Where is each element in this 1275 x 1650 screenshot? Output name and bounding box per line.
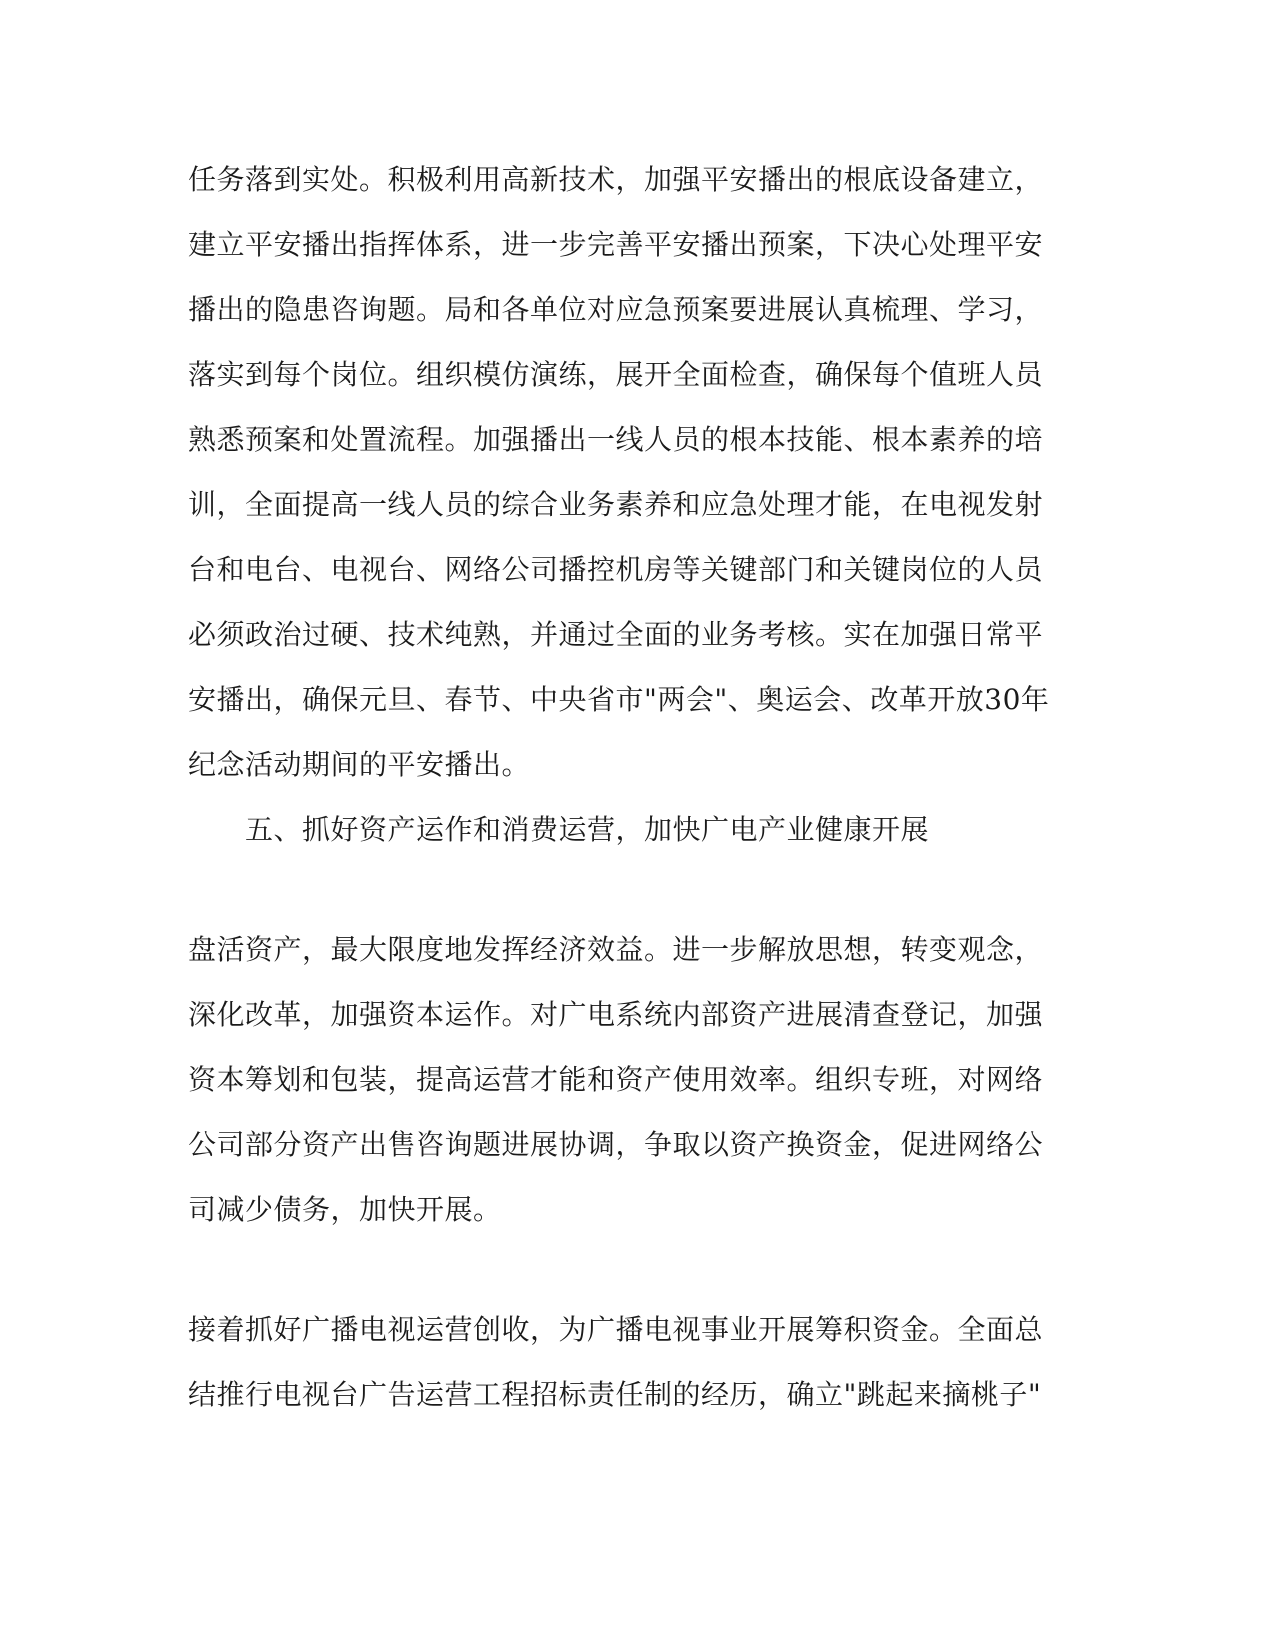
paragraph-2-line-4: 公司部分资产出售咨询题进展协调，争取以资产换资金，促进网络公 <box>188 1128 1044 1161</box>
section-heading: 五、抓好资产运作和消费运营，加快广电产业健康开展 <box>245 813 930 846</box>
paragraph-1-line-6: 训，全面提高一线人员的综合业务素养和应急处理才能，在电视发射 <box>188 488 1044 521</box>
paragraph-1-line-9: 安播出，确保元旦、春节、中央省市"两会"、奥运会、改革开放30年 <box>188 683 1050 716</box>
paragraph-1-line-10: 纪念活动期间的平安播出。 <box>188 748 531 781</box>
paragraph-1-line-4: 落实到每个岗位。组织模仿演练，展开全面检查，确保每个值班人员 <box>188 358 1044 391</box>
paragraph-3-line-1: 接着抓好广播电视运营创收，为广播电视事业开展筹积资金。全面总 <box>188 1313 1044 1346</box>
paragraph-1-line-2: 建立平安播出指挥体系，进一步完善平安播出预案，下决心处理平安 <box>188 228 1044 261</box>
paragraph-2-line-5: 司减少债务，加快开展。 <box>188 1193 502 1226</box>
paragraph-3-line-2: 结推行电视台广告运营工程招标责任制的经历，确立"跳起来摘桃子" <box>188 1378 1042 1411</box>
paragraph-2-line-3: 资本筹划和包装，提高运营才能和资产使用效率。组织专班，对网络 <box>188 1063 1044 1096</box>
paragraph-1-line-5: 熟悉预案和处置流程。加强播出一线人员的根本技能、根本素养的培 <box>188 423 1044 456</box>
paragraph-1-line-1: 任务落到实处。积极利用高新技术，加强平安播出的根底设备建立， <box>188 163 1044 196</box>
paragraph-2-line-2: 深化改革，加强资本运作。对广电系统内部资产进展清查登记，加强 <box>188 998 1044 1031</box>
paragraph-1-line-8: 必须政治过硬、技术纯熟，并通过全面的业务考核。实在加强日常平 <box>188 618 1044 651</box>
paragraph-2-line-1: 盘活资产，最大限度地发挥经济效益。进一步解放思想，转变观念， <box>188 933 1044 966</box>
paragraph-1-line-3: 播出的隐患咨询题。局和各单位对应急预案要进展认真梳理、学习， <box>188 293 1044 326</box>
paragraph-1-line-7: 台和电台、电视台、网络公司播控机房等关键部门和关键岗位的人员 <box>188 553 1044 586</box>
